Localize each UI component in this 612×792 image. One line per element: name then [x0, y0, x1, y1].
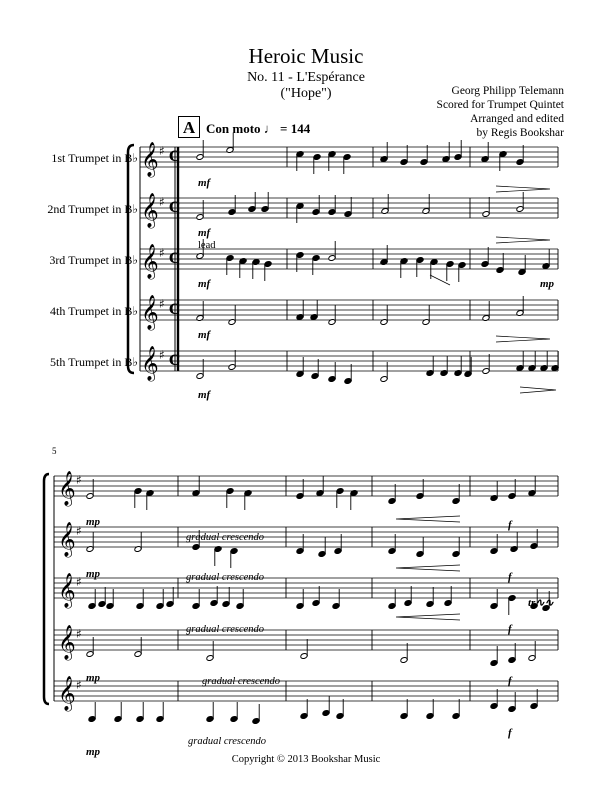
treble-clef-icon: 𝄞	[58, 676, 76, 711]
key-signature-sharp-icon: ♯	[159, 246, 165, 260]
treble-clef-icon: 𝄞	[141, 142, 159, 177]
rehearsal-mark: A	[178, 116, 200, 138]
key-signature-sharp-icon: ♯	[76, 575, 82, 589]
instrument-name-trumpet-3: 3rd Trumpet in B♭	[49, 253, 138, 267]
crescendo-text-3: gradual crescendo	[186, 624, 265, 635]
barlines	[178, 147, 558, 701]
dynamic-trumpet-1-m5: mp	[86, 516, 101, 528]
system-bracket	[128, 145, 134, 373]
crescendo-hairpin	[396, 614, 460, 620]
dynamic-trumpet-3: mf	[198, 278, 211, 290]
staff-lines	[54, 147, 558, 701]
treble-clef-icon: 𝄞	[58, 625, 76, 660]
decrescendo-hairpin	[496, 186, 550, 192]
dynamic-f-trumpet-1: f	[508, 519, 512, 531]
measure-number: 5	[52, 446, 57, 456]
clefs-and-signatures	[58, 142, 180, 712]
dynamic-f-trumpet-2: f	[508, 571, 512, 583]
dynamic-trumpet-4-m5: mp	[86, 672, 101, 684]
dynamic-trumpet-2-m5: mp	[86, 568, 101, 580]
key-signature-sharp-icon: ♯	[76, 524, 82, 538]
treble-clef-icon: 𝄞	[58, 573, 76, 608]
arrangement-credit: Arranged and edited	[470, 113, 564, 125]
key-signature-sharp-icon: ♯	[76, 678, 82, 692]
trill-wave-icon: ∿∿	[535, 597, 554, 609]
dynamic-trumpet-3-end: mp	[540, 278, 555, 290]
instrument-name-trumpet-5: 5th Trumpet in B♭	[49, 355, 138, 369]
tempo-value: = 144	[280, 121, 311, 136]
dynamic-trumpet-5: mf	[198, 389, 211, 401]
treble-clef-icon: 𝄞	[141, 346, 159, 381]
treble-clef-icon: 𝄞	[141, 295, 159, 330]
common-time-icon: C	[169, 200, 181, 216]
lead-text: lead	[198, 240, 216, 251]
key-signature-sharp-icon: ♯	[159, 348, 165, 362]
instrument-name-trumpet-2: 2nd Trumpet in B♭	[47, 202, 138, 216]
crescendo-text-5: gradual crescendo	[188, 736, 267, 747]
system-brackets	[44, 145, 181, 704]
dynamic-f-trumpet-5: f	[508, 727, 512, 739]
piece-subtitle: No. 11 - L'Espérance	[247, 70, 365, 85]
key-signature-sharp-icon: ♯	[76, 473, 82, 487]
dynamic-trumpet-4: mf	[198, 329, 211, 341]
decrescendo-hairpin	[520, 387, 556, 393]
crescendo-text-1: gradual crescendo	[186, 532, 265, 543]
scoring-credit: Scored for Trumpet Quintet	[436, 99, 564, 111]
arranger-credit: by Regis Bookshar	[476, 127, 564, 139]
dynamic-f-trumpet-4: f	[508, 675, 512, 687]
treble-clef-icon: 𝄞	[58, 522, 76, 557]
treble-clef-icon: 𝄞	[58, 471, 76, 506]
dynamic-trumpet-1: mf	[198, 177, 211, 189]
decrescendo-hairpin	[496, 237, 550, 243]
treble-clef-icon: 𝄞	[141, 244, 159, 279]
treble-clef-icon: 𝄞	[141, 193, 159, 228]
dynamic-trumpet-5-m5: mp	[86, 746, 101, 758]
common-time-icon: C	[169, 302, 181, 318]
trill-mark	[528, 596, 554, 609]
crescendo-text-2: gradual crescendo	[186, 572, 265, 583]
crescendo-hairpin	[396, 516, 460, 522]
piece-subtitle-translation: ("Hope")	[280, 86, 332, 101]
trill-label: tr	[528, 597, 536, 609]
copyright-notice: Copyright © 2013 Bookshar Music	[231, 754, 381, 765]
piece-title: Heroic Music	[248, 44, 364, 68]
instrument-name-trumpet-4: 4th Trumpet in B♭	[49, 304, 138, 318]
dynamic-f-trumpet-3: f	[508, 623, 512, 635]
key-signature-sharp-icon: ♯	[159, 144, 165, 158]
decrescendo-hairpin	[496, 336, 550, 342]
key-signature-sharp-icon: ♯	[76, 627, 82, 641]
crescendo-text-4: gradual crescendo	[202, 676, 281, 687]
instrument-name-trumpet-1: 1st Trumpet in B♭	[51, 151, 138, 165]
common-time-icon: C	[169, 251, 181, 267]
common-time-icon: C	[169, 353, 181, 369]
system-bracket	[44, 474, 49, 704]
key-signature-sharp-icon: ♯	[159, 297, 165, 311]
quarter-note-icon: ♩	[263, 121, 277, 136]
dynamic-trumpet-2: mf	[198, 227, 211, 239]
composer: Georg Philipp Telemann	[451, 85, 564, 97]
crescendo-hairpin	[396, 565, 460, 571]
tempo-text: Con moto	[206, 121, 261, 136]
key-signature-sharp-icon: ♯	[159, 195, 165, 209]
common-time-icon: C	[169, 149, 181, 165]
